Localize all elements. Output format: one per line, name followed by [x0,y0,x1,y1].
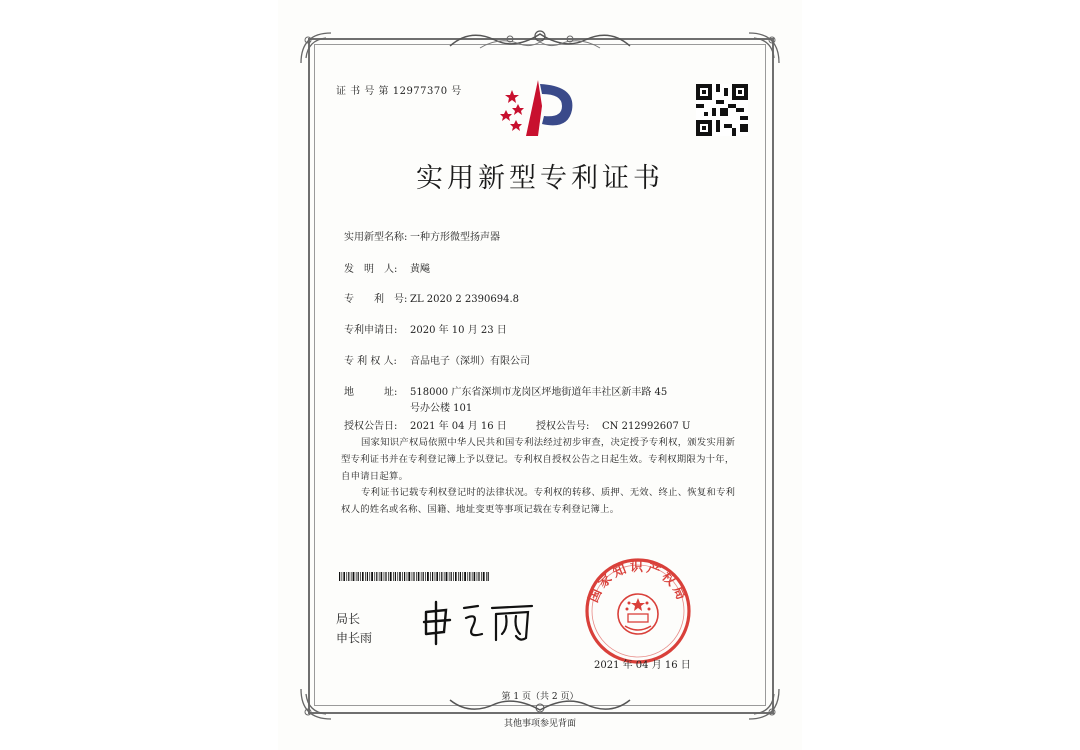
field-value: 黄飚 [410,264,430,275]
field-label: 专利申请日: [344,325,398,336]
field-label: 地 址: [344,387,398,398]
field-address-line2: 号办公楼 101 [410,403,473,414]
field-inventor [344,260,430,275]
corner-ornament-icon [744,28,784,68]
field-value: CN 212992607 U [602,421,691,432]
field-label: 专 利 号: [344,294,408,305]
field-patentee [344,352,530,367]
national-emblem-icon [618,594,658,634]
certificate-number: 证 书 号 第 12977370 号 [336,86,462,97]
qr-code-icon [696,84,748,136]
field-label: 专 利 权 人: [344,356,397,367]
signature-icon [420,598,540,646]
field-announce-number [536,417,690,432]
field-patent-number [344,290,519,305]
field-label: 发 明 人: [344,264,398,275]
field-utility-model-name [344,228,500,243]
seal-arc-text: 国家知识产权局 [586,560,690,605]
grant-paragraph: 国家知识产权局依照中华人民共和国专利法经过初步审查，决定授予专利权，颁发实用新型专利证书并在专利登记簿上予以登记。专利权自授权公告之日起生效。专利权期限为十年，自申请日起算。 [341,437,736,482]
field-address [344,383,667,398]
field-label: 授权公告号: [536,421,590,432]
field-application-date [344,321,507,336]
official-seal-icon [583,556,693,666]
seal-date: 2021 年 04 月 16 日 [594,660,691,671]
signer-title: 局长 [336,612,361,626]
back-note: 其他事项参见背面 [503,719,576,729]
field-announce-date [344,417,507,432]
field-value: 2020 年 10 月 23 日 [410,325,507,336]
svg-text:国家知识产权局 [585,559,689,605]
patent-office-logo-icon [498,76,578,140]
top-ornament-icon [440,26,640,56]
field-value: ZL 2020 2 2390694.8 [410,294,520,305]
field-value: 2021 年 04 月 16 日 [410,421,507,432]
field-value: 一种方形微型扬声器 [410,232,500,243]
field-value: 音品电子（深圳）有限公司 [410,356,530,367]
legal-status-paragraph: 专利证书记载专利权登记时的法律状况。专利权的转移、质押、无效、终止、恢复和专利权人的姓名或名称、国籍、地址变更等事项记载在专利登记簿上。 [341,487,736,515]
signer-name: 申长雨 [336,631,373,645]
certificate-title: 实用新型专利证书 [416,163,664,194]
corner-ornament-icon [296,28,336,68]
barcode-icon [339,572,489,581]
field-label: 实用新型名称: [344,232,408,243]
certificate-frame-inner [314,44,766,706]
field-value: 518000 广东省深圳市龙岗区坪地街道年丰社区新丰路 45 [410,387,668,398]
field-label: 授权公告日: [344,421,398,432]
page-indicator: 第 1 页（共 2 页） [501,692,579,702]
